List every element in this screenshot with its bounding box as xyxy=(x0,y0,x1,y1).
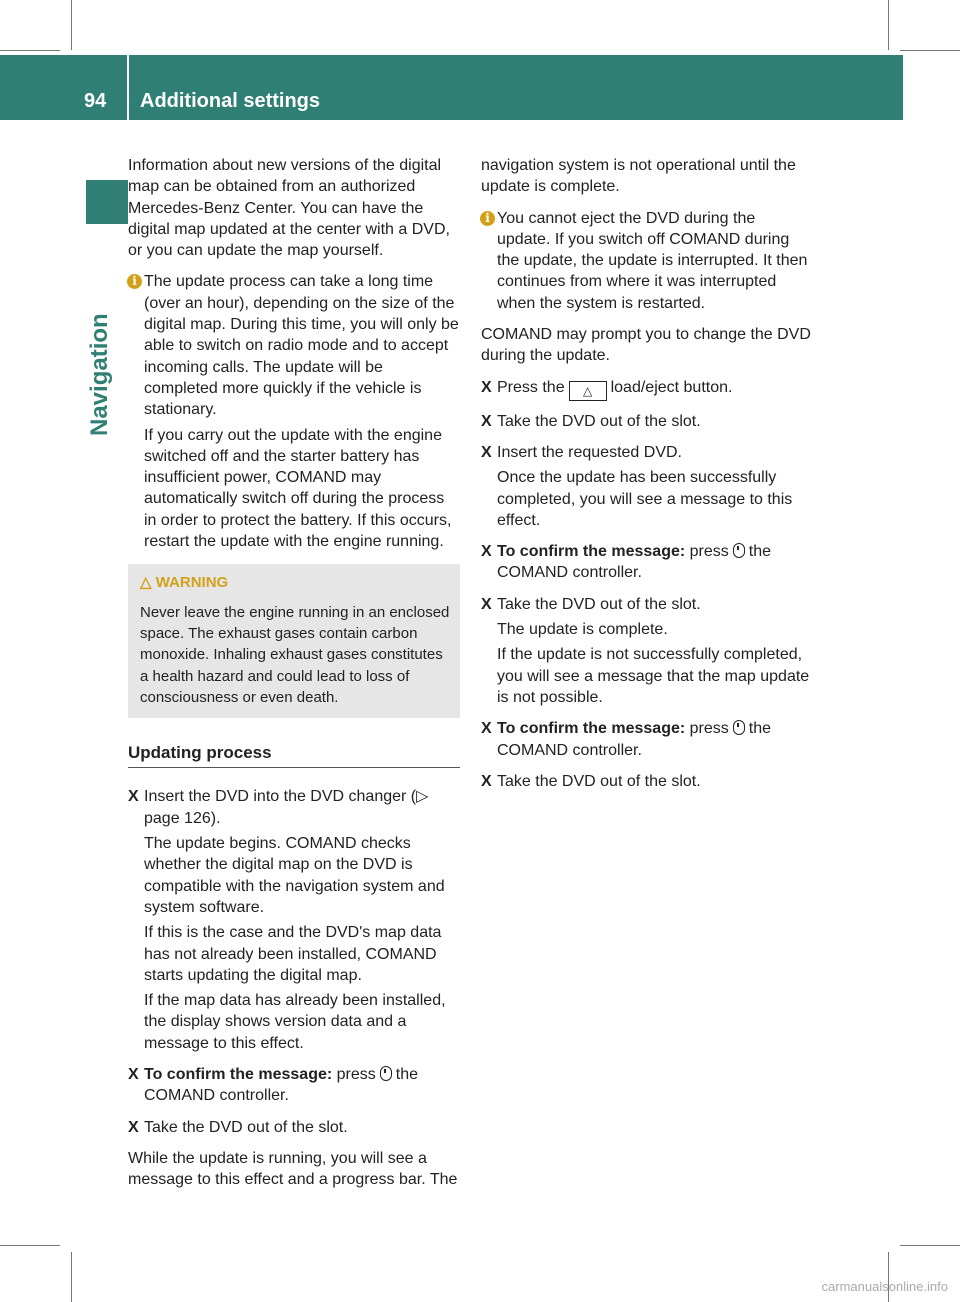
controller-press-icon xyxy=(380,1066,392,1081)
step-text: press xyxy=(689,543,729,561)
crop-mark xyxy=(888,1252,889,1302)
step-item xyxy=(128,1117,460,1138)
warning-triangle-icon: △ xyxy=(140,574,152,592)
crop-mark xyxy=(0,1245,60,1246)
info-icon: i xyxy=(480,211,495,226)
step-item xyxy=(481,594,813,708)
left-column xyxy=(128,155,460,1200)
info-text: You cannot eject the DVD during the update. If you switch off COMAND during the update, the update is interrupted. It then continues from where it was interrupted when the system is restarted. xyxy=(497,209,808,312)
step-arrow-icon: X xyxy=(128,1065,139,1083)
step-arrow-icon: X xyxy=(481,378,492,396)
step-text: the COMAND controller. xyxy=(144,1065,419,1105)
warning-header xyxy=(140,572,452,593)
step-item xyxy=(128,786,460,1054)
step-text: Press the xyxy=(497,378,565,396)
side-tab-label: Navigation xyxy=(86,313,113,436)
eject-icon: △ xyxy=(569,381,607,401)
crop-mark xyxy=(71,0,72,50)
step-text: Insert the requested DVD. xyxy=(497,443,682,461)
watermark: carmanualsonline.info xyxy=(821,1279,948,1294)
crop-mark xyxy=(71,1252,72,1302)
controller-press-icon xyxy=(733,543,745,558)
step-bold: To confirm the message: xyxy=(144,1065,333,1083)
step-bold: To confirm the message: xyxy=(497,543,686,561)
info-text: If you carry out the update with the engine switched off and the starter battery has insufficient power, COMAND may automatically switch off during the process in order to protect the battery. If this occurs, restart the update with the engine running. xyxy=(144,426,452,551)
step-arrow-icon: X xyxy=(481,443,492,461)
step-text: Insert the DVD into the DVD changer (▷ page 126). xyxy=(144,788,429,827)
header-bar xyxy=(0,55,903,120)
page-number: 94 xyxy=(84,90,107,112)
step-text: Once the update has been successfully completed, you will see a message to this effect. xyxy=(497,469,793,529)
step-arrow-icon: X xyxy=(481,412,492,430)
info-icon: i xyxy=(127,274,142,289)
step-arrow-icon: X xyxy=(481,772,492,790)
step-item xyxy=(128,1064,460,1107)
step-text: The update is complete. xyxy=(497,621,668,639)
step-item xyxy=(481,718,813,761)
step-text: Take the DVD out of the slot. xyxy=(497,595,701,613)
step-item xyxy=(481,541,813,584)
step-text: Take the DVD out of the slot. xyxy=(144,1118,348,1136)
step-item xyxy=(481,771,813,792)
right-column xyxy=(481,155,813,802)
step-item xyxy=(481,377,813,401)
step-text: If this is the case and the DVD's map data has not already been installed, COMAND starts updating the digital map. xyxy=(144,924,442,984)
info-text: The update process can take a long time (over an hour), depending on the size of the digital map. During this time, you will only be able to switch on radio mode and to accept incoming calls. The update will be completed more quickly if the vehicle is stationary. xyxy=(144,273,459,419)
warning-text: Never leave the engine running in an enclosed space. The exhaust gases contain carbon monoxide. Inhaling exhaust gases constitutes a health hazard and could lead to loss of consciousness or even death. xyxy=(140,603,450,706)
step-bold: To confirm the message: xyxy=(497,720,686,738)
crop-mark xyxy=(0,50,60,51)
warning-title: WARNING xyxy=(155,574,229,592)
step-text: the COMAND controller. xyxy=(497,543,772,582)
step-text: If the map data has already been installed, the display shows version data and a message to this effect. xyxy=(144,992,446,1052)
step-text: The update begins. COMAND checks whether the digital map on the DVD is compatible with the navigation system and system software. xyxy=(144,835,445,916)
step-text: Take the DVD out of the slot. xyxy=(497,412,701,430)
intro-paragraph: Information about new versions of the digital map can be obtained from an authorized Mercedes-Benz Center. You can have the digital map updated at the center with a DVD, or you can update the map yourself. xyxy=(128,157,450,260)
step-text: press xyxy=(336,1065,376,1083)
section-title: Updating process xyxy=(128,742,460,768)
side-tab-marker xyxy=(86,180,128,224)
step-arrow-icon: X xyxy=(128,1118,139,1136)
continued-paragraph: navigation system is not operational until the update is complete. xyxy=(481,157,796,196)
step-text: load/eject button. xyxy=(610,378,733,396)
step-arrow-icon: X xyxy=(481,595,492,613)
warning-box xyxy=(128,564,460,718)
header-separator xyxy=(127,55,129,120)
info-note xyxy=(128,271,460,552)
controller-press-icon xyxy=(733,720,745,735)
step-text: Take the DVD out of the slot. xyxy=(497,772,701,790)
step-item xyxy=(481,442,813,531)
page-title: Additional settings xyxy=(140,90,320,112)
crop-mark xyxy=(888,0,889,50)
step-arrow-icon: X xyxy=(481,543,492,561)
step-arrow-icon: X xyxy=(481,720,492,738)
step-arrow-icon: X xyxy=(128,788,139,806)
step-text: the COMAND controller. xyxy=(497,720,772,759)
step-item xyxy=(481,411,813,432)
info-note xyxy=(481,208,813,314)
outro-paragraph: While the update is running, you will see a message to this effect and a progress bar. The xyxy=(128,1149,458,1189)
prompt-paragraph: COMAND may prompt you to change the DVD during the update. xyxy=(481,326,811,365)
step-text: press xyxy=(689,720,729,738)
step-text: If the update is not successfully completed, you will see a message that the map update is not possible. xyxy=(497,646,810,706)
crop-mark xyxy=(900,50,960,51)
crop-mark xyxy=(900,1245,960,1246)
